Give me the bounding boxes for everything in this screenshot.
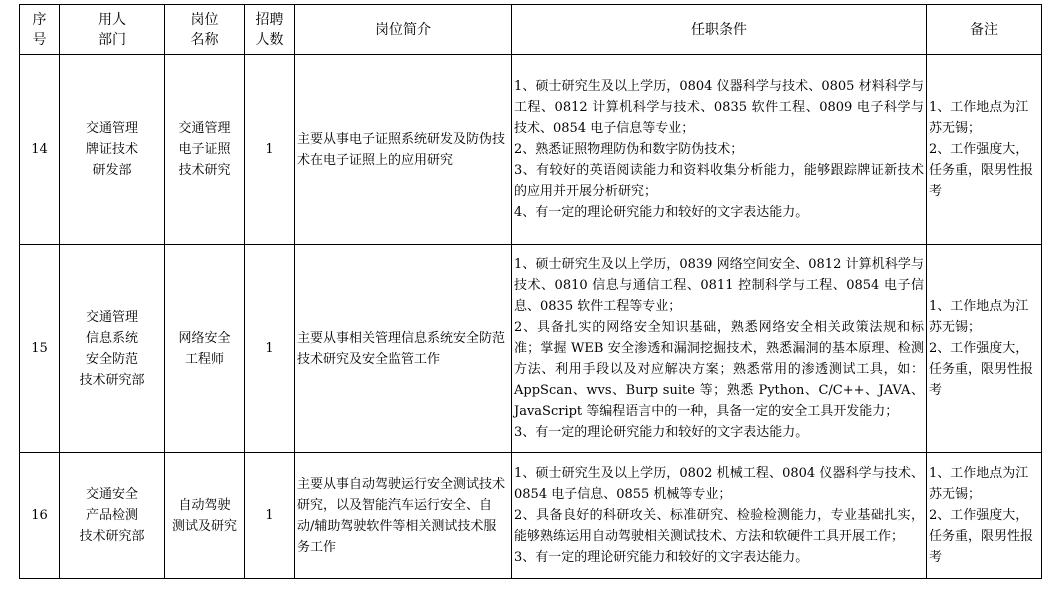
- header-dept: 用人 部门: [60, 5, 165, 55]
- remarks-cell: 1、工作地点为江苏无锡； 2、工作强度大，任务重，限男性报考: [927, 55, 1042, 245]
- header-count: 招聘 人数: [245, 5, 295, 55]
- summary-cell: 主要从事电子证照系统研发及防伪技术在电子证照上的应用研究: [295, 55, 512, 245]
- count-cell: 1: [245, 453, 295, 579]
- table-row: [20, 55, 1042, 245]
- header-seq: 序 号: [20, 5, 60, 55]
- remarks-cell: 1、工作地点为江苏无锡； 2、工作强度大，任务重，限男性报考: [927, 453, 1042, 579]
- requirements-cell: 1、硕士研究生及以上学历，0802 机械工程、0804 仪器科学与技术、0854 电子信息、0855 机械等专业； 2、具备良好的科研攻关、标准研究、检验检测能力，专业基础扎实，能够熟练运用自动驾驶相关测试技术、方法和软硬件工具开展工作； 3、有一定的理论研究能力和较好的文字表达能力。: [512, 453, 927, 579]
- position-cell: 网络安全 工程师: [165, 245, 245, 453]
- seq-cell: 15: [20, 245, 60, 453]
- seq-cell: 16: [20, 453, 60, 579]
- table-row: [20, 245, 1042, 453]
- header-requirements: 任职条件: [512, 5, 927, 55]
- requirements-cell: 1、硕士研究生及以上学历，0839 网络空间安全、0812 计算机科学与技术、0810 信息与通信工程、0811 控制科学与工程、0854 电子信息、0835 软件工程等专业； 2、具备扎实的网络安全知识基础，熟悉网络安全相关政策法规和标准；掌握 WEB 安全渗透和漏洞挖掘技术，熟悉漏洞的基本原理、检测方法、利用手段以及对应解决方案；熟悉常用的渗透测试工具，如：AppScan、wvs、Burp suite 等；熟悉 Python、C/C++、JAVA、JavaScript 等编程语言中的一种，具备一定的安全工具开发能力； 3、有一定的理论研究能力和较好的文字表达能力。: [512, 245, 927, 453]
- dept-cell: 交通管理 牌证技术 研发部: [60, 55, 165, 245]
- remarks-cell: 1、工作地点为江苏无锡； 2、工作强度大，任务重，限男性报考: [927, 245, 1042, 453]
- dept-cell: 交通管理 信息系统 安全防范 技术研究部: [60, 245, 165, 453]
- header-position: 岗位 名称: [165, 5, 245, 55]
- header-summary: 岗位简介: [295, 5, 512, 55]
- requirements-cell: 1、硕士研究生及以上学历，0804 仪器科学与技术、0805 材料科学与工程、0812 计算机科学与技术、0835 软件工程、0809 电子科学与技术、0854 电子信息等专业； 2、熟悉证照物理防伪和数字防伪技术； 3、有较好的英语阅读能力和资料收集分析能力，能够跟踪牌证新技术的应用并开展分析研究； 4、有一定的理论研究能力和较好的文字表达能力。: [512, 55, 927, 245]
- count-cell: 1: [245, 55, 295, 245]
- count-cell: 1: [245, 245, 295, 453]
- summary-cell: 主要从事相关管理信息系统安全防范技术研究及安全监管工作: [295, 245, 512, 453]
- header-row: [20, 5, 1042, 55]
- dept-cell: 交通安全 产品检测 技术研究部: [60, 453, 165, 579]
- position-cell: 交通管理 电子证照 技术研究: [165, 55, 245, 245]
- header-remarks: 备注: [927, 5, 1042, 55]
- table-row: [20, 453, 1042, 579]
- summary-cell: 主要从事自动驾驶运行安全测试技术研究，以及智能汽车运行安全、自动/辅助驾驶软件等相关测试技术服务工作: [295, 453, 512, 579]
- recruitment-table: [19, 4, 1042, 579]
- seq-cell: 14: [20, 55, 60, 245]
- position-cell: 自动驾驶 测试及研究: [165, 453, 245, 579]
